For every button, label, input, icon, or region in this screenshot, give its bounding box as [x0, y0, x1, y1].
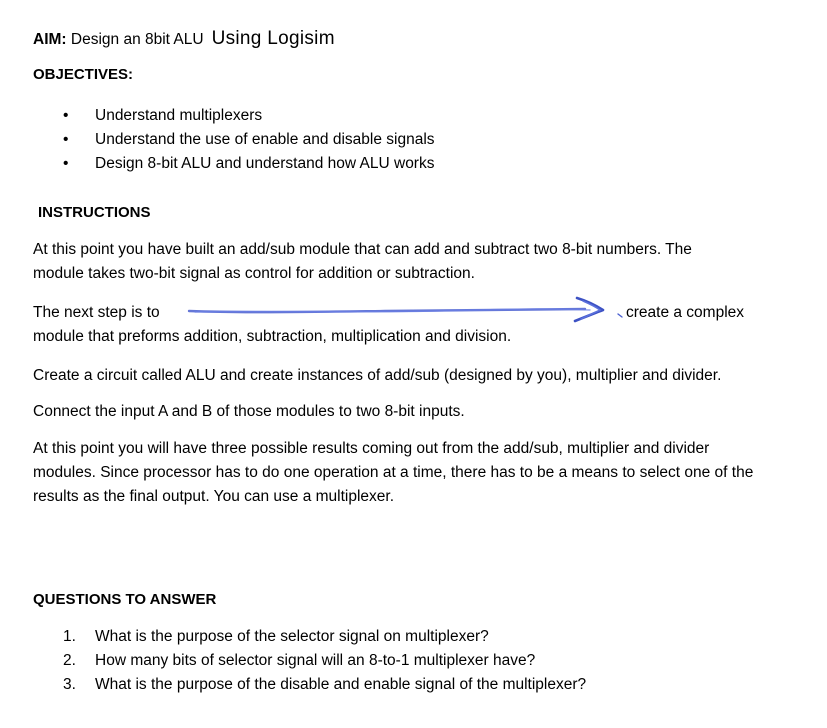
paragraph-line: module that preforms addition, subtraction, multiplication and division. [33, 328, 512, 345]
list-item [60, 649, 586, 673]
list-item [60, 673, 586, 697]
bullet-marker: • [63, 131, 69, 148]
paragraph-line: At this point you have built an add/sub module that can add and subtract two 8-bit numbers. The [33, 241, 692, 258]
paragraph-line: At this point you will have three possible results coming out from the add/sub, multiplier and divider [33, 440, 710, 457]
question-text: What is the purpose of the disable and enable signal of the multiplexer? [95, 676, 587, 693]
objective-text: Understand the use of enable and disable signals [95, 131, 435, 148]
instructions-paragraph-3: Create a circuit called ALU and create instances of add/sub (designed by you), multiplier and divider. [33, 367, 722, 384]
list-item [60, 625, 586, 649]
aim-label: AIM: [33, 31, 67, 48]
aim-line [33, 28, 335, 50]
list-item [60, 152, 435, 176]
question-number: 2. [63, 652, 76, 669]
objective-text: Understand multiplexers [95, 107, 263, 124]
objectives-list [60, 104, 435, 176]
paragraph-text-end: create a complex [626, 304, 745, 321]
paragraph-text-start: The next step is to [33, 304, 160, 321]
objective-text: Design 8-bit ALU and understand how ALU works [95, 155, 435, 172]
instructions-paragraph-4: Connect the input A and B of those modules to two 8-bit inputs. [33, 403, 465, 420]
list-item [60, 128, 435, 152]
questions-list [60, 625, 586, 697]
question-text: How many bits of selector signal will an 8-to-1 multiplexer have? [95, 652, 536, 669]
questions-heading: QUESTIONS TO ANSWER [33, 591, 217, 608]
handwritten-arrow-icon [185, 288, 625, 324]
question-number: 1. [63, 628, 76, 645]
aim-handwritten-text: Using Logisim [211, 28, 335, 49]
aim-text: Design an 8bit ALU [70, 31, 204, 48]
objectives-heading: OBJECTIVES: [33, 66, 134, 83]
question-number: 3. [63, 676, 76, 693]
instructions-heading: INSTRUCTIONS [38, 204, 151, 221]
instructions-paragraph-1 [33, 238, 692, 286]
instructions-paragraph-5 [33, 437, 753, 509]
paragraph-line: results as the final output. You can use a multiplexer. [33, 488, 395, 505]
list-item [60, 104, 435, 128]
bullet-marker: • [63, 107, 69, 124]
question-text: What is the purpose of the selector signal on multiplexer? [95, 628, 489, 645]
paragraph-line: modules. Since processor has to do one operation at a time, there has to be a means to select one of the [33, 464, 754, 481]
paragraph-line: module takes two-bit signal as control for addition or subtraction. [33, 265, 475, 282]
bullet-marker: • [63, 155, 69, 172]
